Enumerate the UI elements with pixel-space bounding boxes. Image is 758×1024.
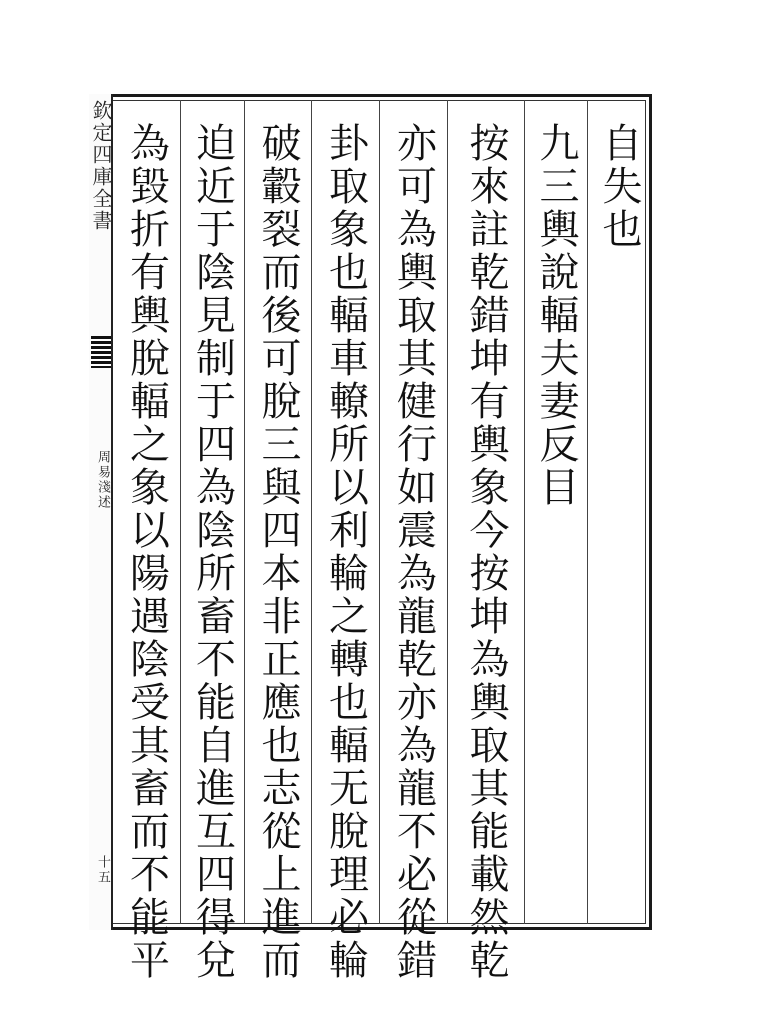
column-text: 亦可為輿取其健行如震為龍乾亦為龍不必從錯 xyxy=(390,122,437,982)
text-column-3 xyxy=(447,100,524,982)
text-column-7 xyxy=(180,100,244,982)
text-column-4 xyxy=(379,100,447,982)
text-column-5 xyxy=(311,100,379,982)
column-text: 按來註乾錯坤有輿象今按坤為輿取其能載然乾 xyxy=(463,122,509,982)
column-text: 九三輿說輻夫妻反目 xyxy=(533,122,579,509)
column-text: 自失也 xyxy=(596,122,642,251)
fish-tail-mark xyxy=(91,336,111,368)
margin-book-title: 欽定四庫全書 xyxy=(89,100,113,232)
text-column-1 xyxy=(587,100,650,924)
column-text: 破轂裂而後可脫三與四本非正應也志從上進而 xyxy=(255,122,301,982)
text-column-6 xyxy=(244,100,311,982)
text-column-8 xyxy=(113,100,180,982)
margin-page-number: 十五 xyxy=(95,855,110,885)
column-text: 卦取象也輻車轑所以利輪之轉也輻无脫理必輪 xyxy=(322,122,369,982)
column-text: 為毀折有輿脫輻之象以陽遇陰受其畜而不能平 xyxy=(123,122,170,982)
column-text: 迫近于陰見制于四為陰所畜不能自進互四得兌 xyxy=(189,122,236,982)
text-column-2 xyxy=(524,100,587,924)
margin-chapter-title: 周易淺述 xyxy=(95,450,110,510)
